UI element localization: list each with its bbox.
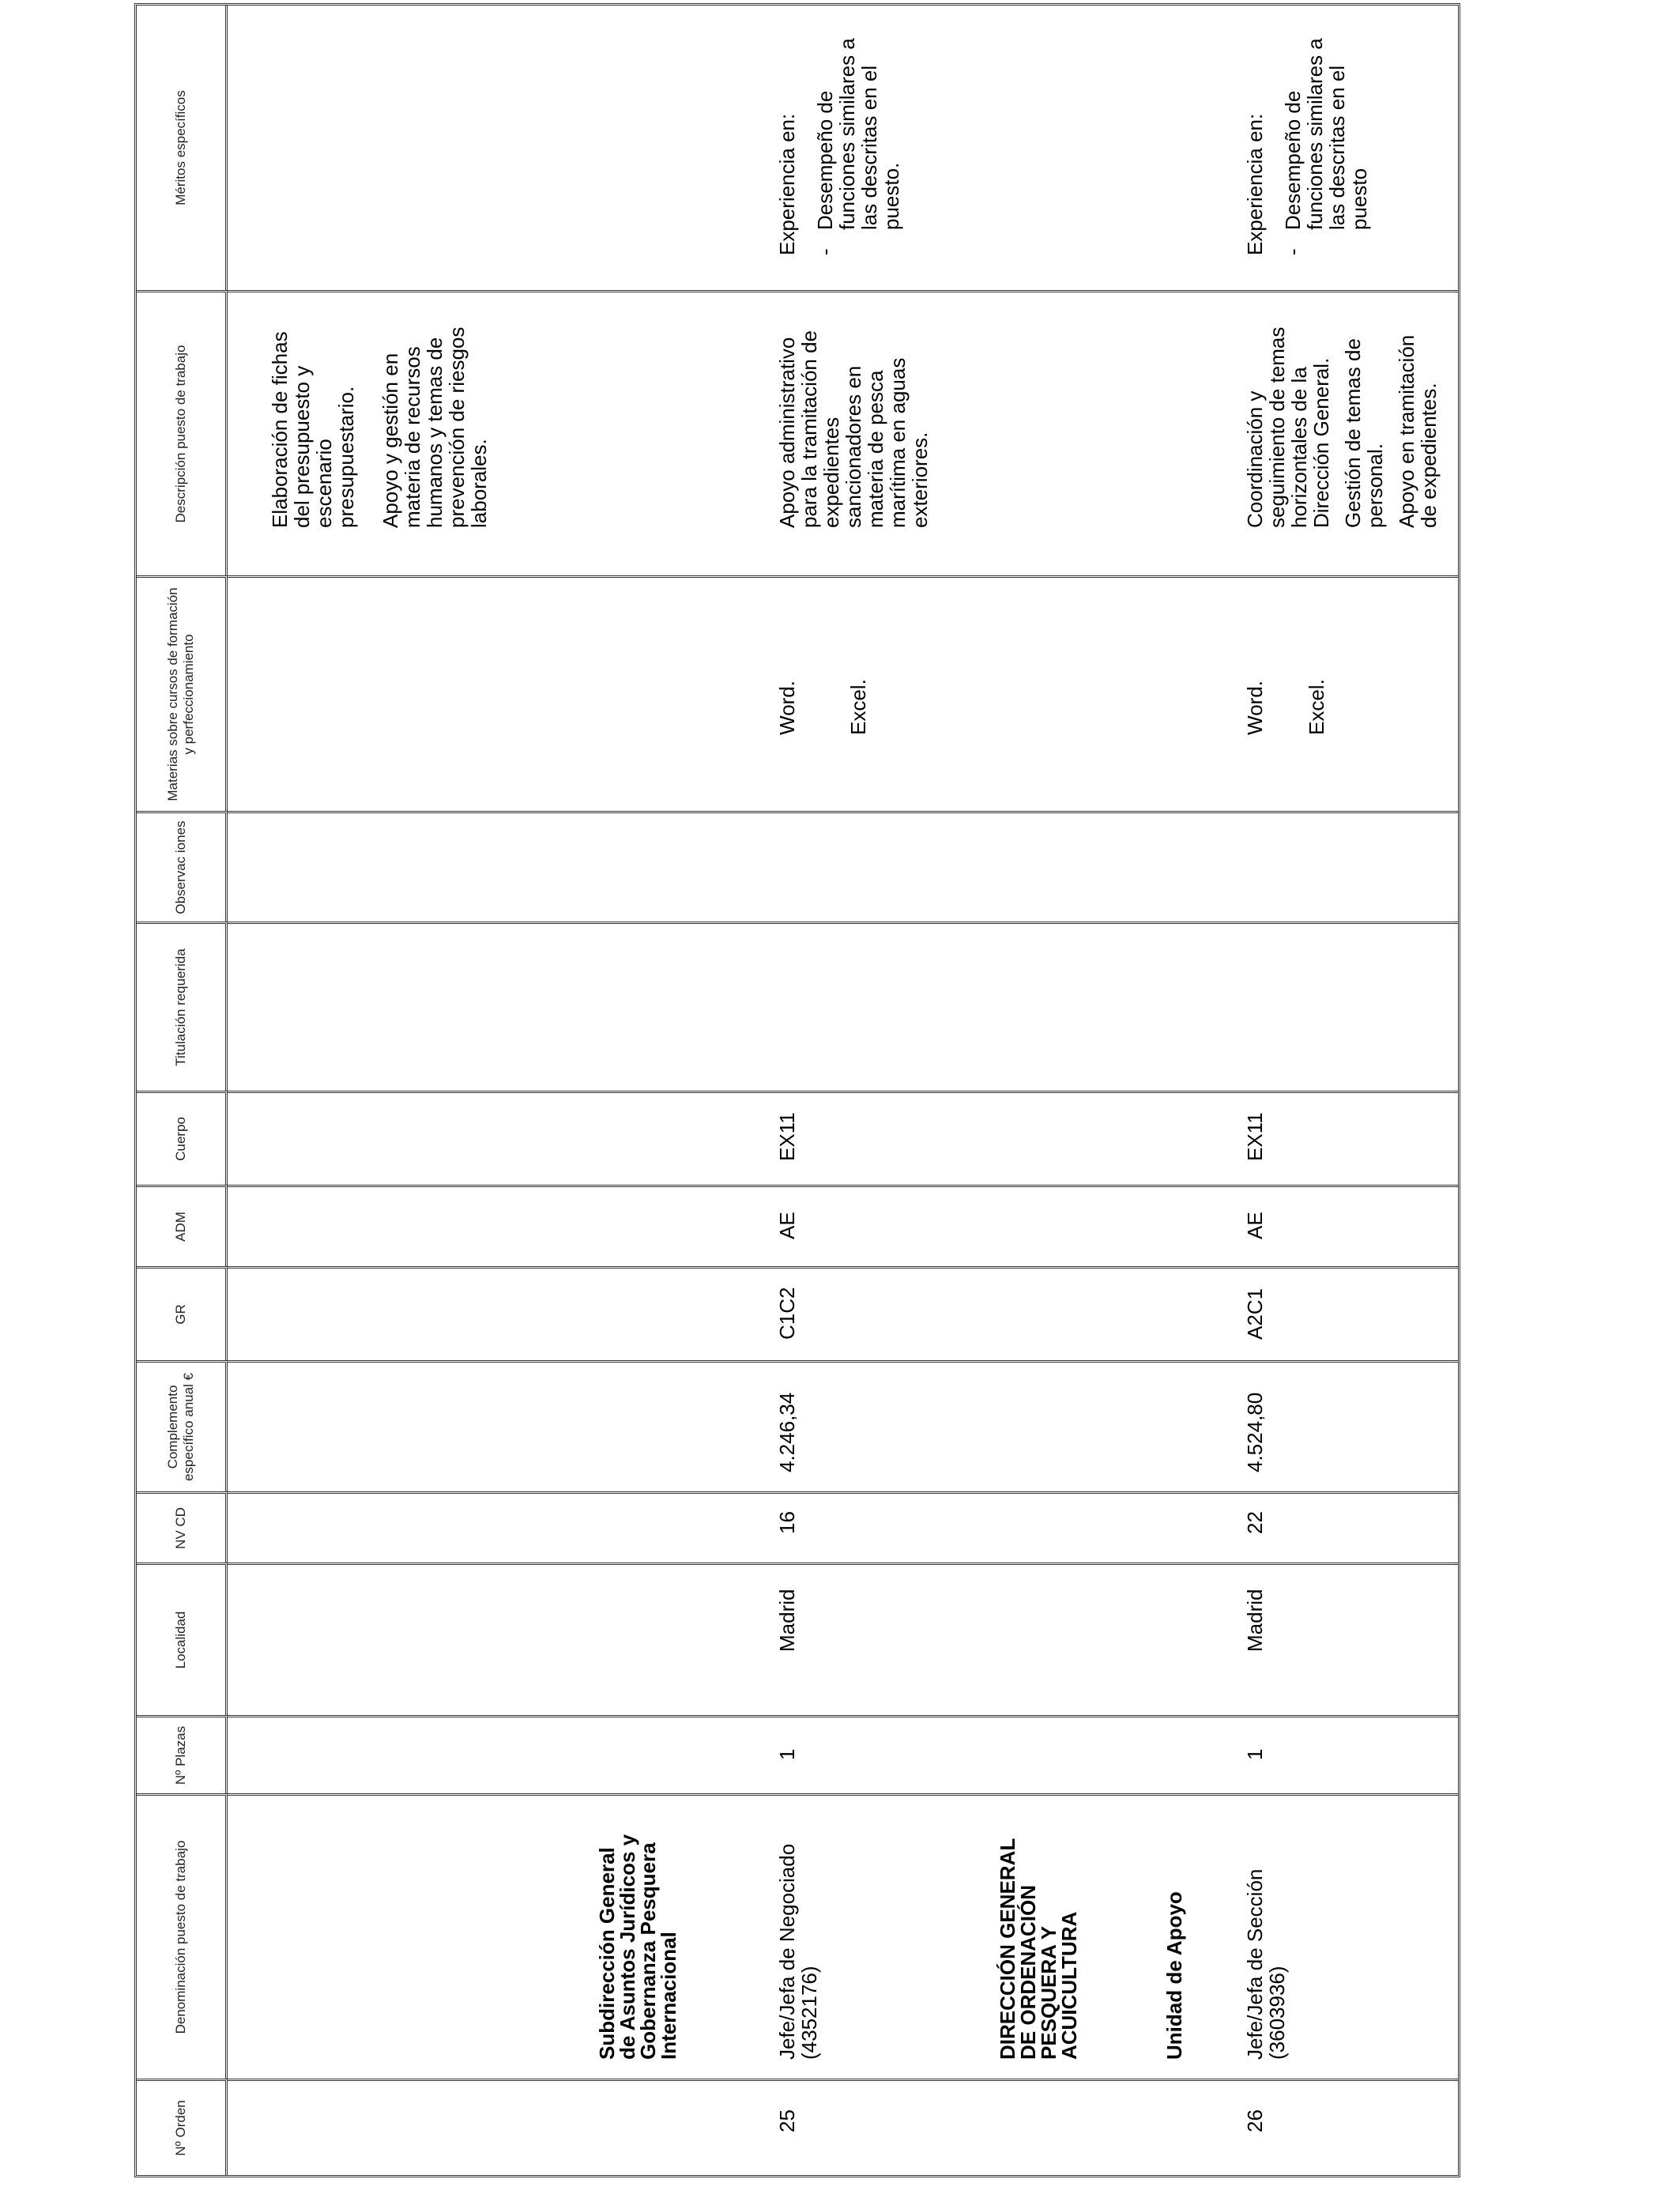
cell-titulacion [228, 922, 1458, 1091]
rotated-document-sheet [134, 8, 1460, 2177]
row-26-adm: AE [1243, 1212, 1267, 1239]
row-25-meritos-text: Desempeño de funciones similares a las descritas en el puesto. [813, 38, 903, 230]
row-26-plazas: 1 [1243, 1748, 1267, 1760]
cell-observaciones [228, 811, 1458, 922]
cell-orden [228, 2079, 1458, 2175]
section-subdireccion: Subdirección General de Asuntos Jurídicos y Gobernanza Pesquera Internacional [595, 1834, 680, 2060]
cell-adm [228, 1185, 1458, 1266]
cell-denominacion [228, 1793, 1458, 2079]
row-26-denominacion: Jefe/Jefa de Sección (3603936) [1243, 1868, 1289, 2060]
row-26-meritos-text: Desempeño de funciones similares a las descritas en el puesto [1281, 38, 1371, 230]
cell-descripcion [228, 290, 1458, 575]
bullet-dash: - [813, 248, 837, 255]
header-orden: Nº Orden [137, 2079, 228, 2175]
header-observaciones: Observac iones [137, 811, 228, 922]
row-26-meritos-item [1282, 18, 1370, 255]
cell-plazas [228, 1715, 1458, 1793]
header-adm: ADM [137, 1185, 228, 1266]
header-titulacion: Titulación requerida [137, 922, 228, 1091]
row-26-complemento: 4.524,80 [1243, 1392, 1267, 1472]
row-26-meritos-intro: Experiencia en: [1243, 113, 1267, 255]
row-25-meritos-item [814, 18, 902, 255]
row-25-grupo: C1C2 [775, 1287, 799, 1340]
header-denominacion: Denominación puesto de trabajo [137, 1793, 228, 2079]
row-25-materia-excel: Excel. [846, 679, 870, 735]
row-25-plazas: 1 [775, 1748, 799, 1760]
header-complemento: Complemento específico anual € [137, 1360, 228, 1491]
row-25-complemento: 4.246,34 [775, 1392, 799, 1472]
row-26-descripcion-3: Apoyo en tramitación de expedientes. [1395, 334, 1441, 528]
row-25-cuerpo: EX11 [775, 1112, 799, 1161]
row-25-nivel: 16 [775, 1511, 799, 1534]
job-positions-table [134, 3, 1460, 2177]
cell-grupo [228, 1266, 1458, 1360]
row-26-meritos [1244, 18, 1370, 255]
row-25-meritos [776, 18, 902, 255]
header-grupo: GR [137, 1266, 228, 1360]
header-cuerpo: Cuerpo [137, 1091, 228, 1185]
cell-meritos [228, 6, 1458, 290]
row-25-descripcion: Apoyo administrativo para la tramitación de expedientes sancionadores en materia de pesca marítima en aguas exteriores. [775, 330, 932, 528]
row-25-denominacion: Jefe/Jefa de Negociado (4352176) [775, 1843, 821, 2060]
row-26-descripcion-2: Gestión de temas de personal. [1341, 338, 1387, 528]
section-direccion: DIRECCIÓN GENERAL DE ORDENACIÓN PESQUERA Y ACUICULTURA [996, 1838, 1081, 2060]
table-body-row [228, 6, 1458, 2175]
row-26-materia-excel: Excel. [1305, 679, 1328, 735]
row-25-localidad: Madrid [775, 1589, 799, 1652]
header-materias: Materias sobre cursos de formación y perfeccionamiento [137, 575, 228, 811]
table-header-row [137, 6, 228, 2175]
row-26-nivel: 22 [1243, 1511, 1267, 1534]
cell-localidad [228, 1563, 1458, 1715]
row-26-grupo: A2C1 [1243, 1287, 1267, 1340]
row-26-localidad: Madrid [1243, 1589, 1267, 1652]
header-plazas: Nº Plazas [137, 1715, 228, 1793]
section-unidad: Unidad de Apoyo [1162, 1891, 1186, 2060]
bullet-dash: - [1281, 248, 1305, 255]
row-26-descripcion-1: Coordinación y seguimiento de temas horizontales de la Dirección General. [1243, 326, 1333, 528]
row-26-materia-word: Word. [1243, 680, 1267, 735]
header-meritos: Méritos específicos [137, 6, 228, 290]
row-26-orden: 26 [1243, 2109, 1267, 2132]
row-25-orden: 25 [775, 2109, 799, 2132]
continuation-descripcion-1: Elaboración de fichas del presupuesto y escenario presupuestario. [268, 331, 358, 528]
cell-nivel [228, 1491, 1458, 1563]
continuation-descripcion-block [269, 307, 512, 528]
row-25-meritos-intro: Experiencia en: [775, 113, 799, 255]
header-nivel: NV CD [137, 1491, 228, 1563]
continuation-descripcion-2: Apoyo y gestión en materia de recursos humanos y temas de prevención de riesgos laborales. [379, 326, 491, 528]
row-26-cuerpo: EX11 [1243, 1112, 1267, 1161]
cell-complemento [228, 1360, 1458, 1491]
header-descripcion: Descripción puesto de trabajo [137, 290, 228, 575]
row-26-descripcion-block [1244, 307, 1440, 528]
cell-materias [228, 575, 1458, 811]
header-localidad: Localidad [137, 1563, 228, 1715]
row-25-materia-word: Word. [775, 680, 799, 735]
cell-cuerpo [228, 1091, 1458, 1185]
row-25-adm: AE [775, 1212, 799, 1239]
